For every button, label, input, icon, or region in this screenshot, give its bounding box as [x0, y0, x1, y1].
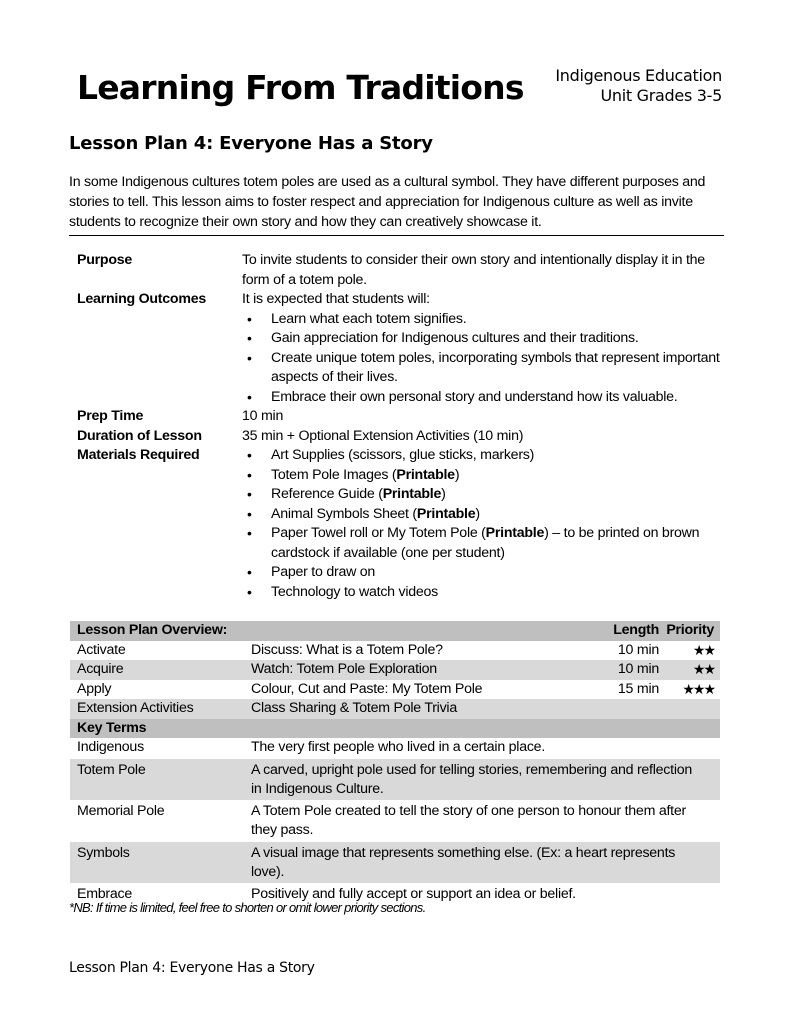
unit-line-2: Unit Grades 3-5	[600, 86, 722, 105]
lesson-details	[77, 251, 727, 602]
term-cell: Embrace	[77, 885, 133, 902]
activity-cell: Colour, Cut and Paste: My Totem Pole	[251, 680, 483, 697]
definition-cell: A Totem Pole created to tell the story of one person to honour them after they pass.	[251, 802, 686, 838]
outcome-item: • Gain appreciation for Indigenous cultures and their traditions.	[242, 329, 727, 349]
printable-link[interactable]: Printable	[485, 525, 545, 541]
priority-stars-icon: ★★★	[682, 680, 714, 697]
materials-row	[77, 446, 727, 602]
material-item: • Animal Symbols Sheet (Printable)	[242, 505, 727, 525]
term-cell: Symbols	[77, 844, 130, 861]
term-cell: Indigenous	[77, 739, 144, 755]
term-cell: Memorial Pole	[77, 802, 165, 819]
outcome-item: • Embrace their own personal story and understand how its valuable.	[242, 388, 727, 408]
length-cell	[587, 699, 659, 719]
activity-cell: Class Sharing & Totem Pole Trivia	[251, 700, 457, 716]
key-term-row	[70, 801, 720, 841]
definition-cell: A carved, upright pole used for telling stories, remembering and reflection in Indigenous Culture.	[251, 761, 693, 797]
materials-list	[242, 446, 727, 602]
material-item: • Reference Guide (Printable)	[242, 485, 727, 505]
duration-label: Duration of Lesson	[77, 427, 202, 444]
outcome-item: • Create unique totem poles, incorporating symbols that represent important aspects of their lives.	[242, 349, 727, 388]
page-footer: Lesson Plan 4: Everyone Has a Story	[69, 960, 315, 976]
outcomes-label: Learning Outcomes	[77, 291, 206, 307]
lesson-overview-table	[70, 621, 720, 904]
priority-note: *NB: If time is limited, feel free to shorten or omit lower priority sections.	[69, 900, 426, 915]
key-term-row	[70, 738, 720, 758]
purpose-label: Purpose	[77, 252, 133, 268]
length-cell: 10 min	[617, 641, 659, 658]
length-cell: 10 min	[617, 661, 659, 677]
material-item: • Art Supplies (scissors, glue sticks, markers)	[242, 446, 727, 466]
key-term-row	[70, 759, 720, 800]
activity-cell: Watch: Totem Pole Exploration	[251, 661, 437, 677]
duration-value: 35 min + Optional Extension Activities (10 min)	[242, 427, 524, 444]
lesson-title: Lesson Plan 4: Everyone Has a Story	[69, 133, 433, 154]
priority-stars-icon: ★★	[692, 661, 714, 677]
priority-stars-icon	[659, 699, 720, 719]
outcomes-intro: It is expected that students will:	[242, 291, 430, 307]
outcome-item: • Learn what each totem signifies.	[242, 310, 727, 330]
printable-link[interactable]: Printable	[396, 466, 455, 483]
material-item: • Paper Towel roll or My Totem Pole (Printable) – to be printed on brown cardstock if available (one per student)	[242, 524, 727, 563]
overview-row-activate	[70, 641, 720, 661]
document-title: Learning From Traditions	[77, 68, 524, 107]
prep-time-row	[77, 407, 727, 427]
overview-header-row	[70, 621, 720, 641]
purpose-row	[77, 251, 727, 290]
term-cell: Totem Pole	[77, 761, 146, 778]
phase-cell: Activate	[77, 641, 126, 658]
lesson-intro: In some Indigenous cultures totem poles are used as a cultural symbol. They have different purposes and stories to tell. This lesson aims to foster respect and appreciation for Indigenous culture as well as invite students to recognize their own story and how they can creatively showcase it.	[69, 172, 724, 236]
definition-cell: A visual image that represents something else. (Ex: a heart represents love).	[251, 844, 676, 880]
purpose-value: To invite students to consider their own story and intentionally display it in the form of a totem pole.	[242, 252, 705, 288]
unit-line-1: Indigenous Education	[555, 66, 722, 85]
length-column-header: Length	[613, 622, 659, 638]
key-term-row	[70, 842, 720, 883]
duration-row	[77, 427, 727, 447]
materials-label: Materials Required	[77, 447, 200, 463]
definition-cell: The very first people who lived in a certain place.	[251, 739, 546, 755]
definition-cell: Positively and fully accept or support an idea or belief.	[251, 885, 576, 902]
priority-column-header: Priority	[666, 622, 714, 638]
overview-header-label: Lesson Plan Overview:	[77, 622, 228, 638]
prep-time-label: Prep Time	[77, 408, 144, 424]
overview-row-apply	[70, 680, 720, 700]
prep-time-value: 10 min	[242, 408, 284, 424]
phase-cell: Apply	[77, 680, 112, 697]
material-item: • Paper to draw on	[242, 563, 727, 583]
phase-cell: Acquire	[77, 661, 124, 677]
printable-link[interactable]: Printable	[382, 486, 442, 502]
outcomes-row	[77, 290, 727, 407]
priority-stars-icon: ★★	[692, 641, 714, 658]
outcomes-list	[242, 310, 727, 408]
printable-link[interactable]: Printable	[416, 505, 476, 522]
phase-cell: Extension Activities	[77, 700, 194, 716]
key-terms-header-row	[70, 719, 720, 739]
key-terms-header: Key Terms	[77, 719, 147, 736]
material-item: • Totem Pole Images (Printable)	[242, 466, 727, 486]
activity-cell: Discuss: What is a Totem Pole?	[251, 641, 443, 658]
length-cell: 15 min	[617, 680, 659, 697]
overview-row-extension	[70, 699, 720, 719]
unit-label	[555, 66, 722, 106]
overview-row-acquire	[70, 660, 720, 680]
material-item: • Technology to watch videos	[242, 583, 727, 603]
